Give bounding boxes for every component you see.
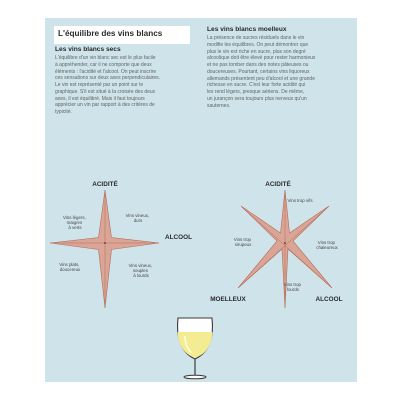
dry-label-bottom-left: [59, 262, 81, 272]
dry-balance-diagram: [50, 179, 192, 308]
label-line: à verts: [68, 225, 82, 230]
sweet-heading: Les vins blancs moelleux: [207, 26, 287, 33]
dry-center-point: [104, 242, 106, 244]
label-line: sirupeux: [234, 242, 252, 247]
label-line: Vins trop: [317, 240, 336, 245]
sweet-line: richesse en sucre. C'est leur forte acidité qui: [207, 82, 306, 89]
dry-line: à appréhender, car il ne comporte que deux: [55, 61, 152, 68]
dry-line: typicité.: [55, 109, 72, 115]
diagrams-layer: [45, 18, 357, 382]
dry-line: L'équilibre d'un vin blanc sec est le plus facile: [55, 55, 156, 61]
label-line: doucereux: [59, 267, 81, 272]
sweet-label-top: Vins trop vifs: [287, 198, 313, 203]
dry-line: apprécier un vin par rapport à des critères de: [55, 102, 155, 109]
label-line: maigres: [66, 220, 83, 225]
dry-label-bottom-right: [129, 263, 154, 278]
sweet-label-bottom: [284, 282, 302, 292]
wine-glass-icon: [178, 318, 213, 379]
sweet-line: allemands présentent peu d'alcool et une grande: [207, 75, 315, 82]
label-line: durs: [133, 218, 143, 223]
sweet-line: modifie les équilibres. On peut démontrer que: [207, 41, 309, 48]
dry-heading: Les vins blancs secs: [55, 46, 121, 53]
dry-line: ces sensations sur deux axes perpendiculaires.: [55, 75, 161, 82]
dry-line: graphique. S'il est situé à la croisée des deux: [55, 88, 156, 95]
dry-line: éléments : l'acidité et l'alcool. On peut inscrire: [55, 68, 157, 75]
sweet-label-right: [316, 240, 338, 250]
label-line: Vins plats,: [59, 262, 80, 267]
sweet-line: La présence de sucres résiduels dans le vin: [207, 35, 305, 41]
dry-line: axes, il est équilibré. Mais il faut toujours: [55, 95, 145, 102]
sweet-axis-sweetness: MOELLEUX: [210, 296, 246, 303]
sweet-label-left: [234, 237, 252, 247]
label-line: Vins légers,: [62, 215, 86, 220]
dry-axis-acidity: ACIDITÉ: [92, 181, 118, 188]
dry-star-shape: [50, 190, 159, 308]
label-line: lourds: [287, 287, 299, 292]
label-line: chaleureux: [316, 245, 338, 250]
sweet-line: un jurançon sera toujours plus nerveux qu'un: [207, 95, 307, 102]
sweet-line: sauternes.: [207, 102, 231, 109]
sweet-line: alcoolique doit être élevé pour rester harmonieux: [207, 55, 316, 62]
dry-axis-alcohol: ALCOOL: [165, 234, 192, 241]
label-line: Vins trop: [233, 237, 252, 242]
sweet-line: plus le vin est riche en sucre, plus son degré: [207, 48, 306, 55]
label-line: Vins trop: [283, 282, 302, 287]
dry-label-top-left: [63, 215, 87, 230]
sweet-line: doucereuses. Pourtant, certains vins liquoreux: [207, 68, 310, 75]
dry-label-top-right: [126, 213, 151, 223]
glass-wine: [178, 332, 213, 358]
page-title: L'équilibre des vins blancs: [58, 29, 163, 38]
label-line: à lourds: [133, 273, 149, 278]
label-line: Vins vineux,: [125, 213, 150, 218]
sweet-axis-acidity: ACIDITÉ: [265, 181, 291, 188]
dry-line: Le vin est représenté par un point sur le: [55, 82, 144, 88]
page-panel: [45, 18, 357, 382]
label-line: Vins vineux,: [128, 263, 153, 268]
sweet-line: et ne pas tomber dans des notes pâteuses ou: [207, 62, 309, 68]
label-line: souples: [132, 268, 148, 273]
sweet-axis-alcohol: ALCOOL: [315, 296, 343, 303]
sweet-line: les rend légers, presque aériens. De même,: [207, 89, 305, 95]
sweet-balance-diagram: [210, 179, 342, 308]
glass-foot: [184, 375, 206, 379]
sweet-center-point: [284, 242, 286, 244]
